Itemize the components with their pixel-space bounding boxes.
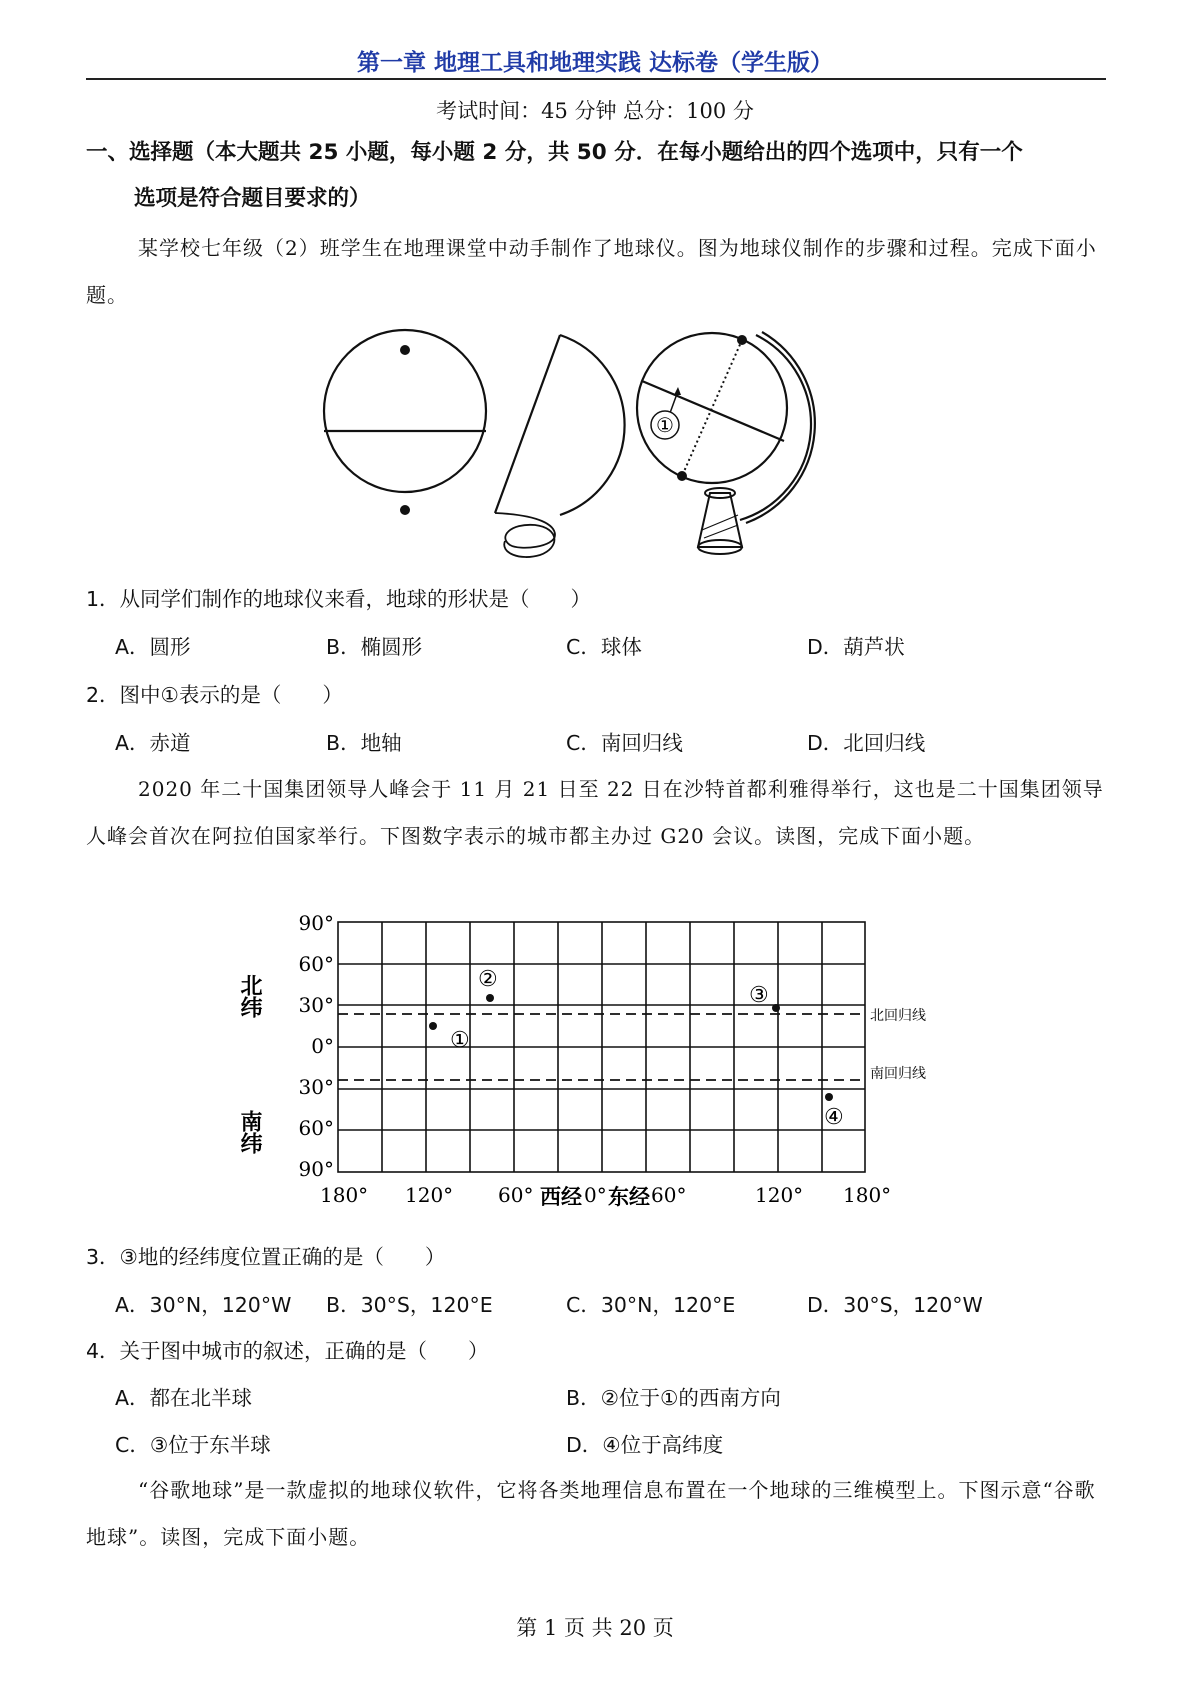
lat-label: 90° (298, 911, 334, 935)
exam-info: 考试时间：45 分钟 总分：100 分 (436, 99, 754, 123)
globe-sphere-step (324, 330, 486, 515)
lon-label: 0° (584, 1183, 607, 1207)
earth-axis (682, 340, 742, 476)
q3-option-a[interactable]: A．30°N，120°W (115, 1293, 292, 1317)
q2-option-b[interactable]: B．地轴 (326, 731, 402, 755)
lon-label: 180° (843, 1183, 892, 1207)
lon-label: 180° (320, 1183, 369, 1207)
south-lat-label: 南纬 (237, 1110, 263, 1154)
lat-label: 60° (298, 952, 334, 976)
lon-label: 60° (498, 1183, 534, 1207)
lat-lon-grid-map (237, 911, 940, 1227)
city-dot-1 (429, 1022, 437, 1030)
q1-option-c[interactable]: C．球体 (566, 635, 642, 659)
lon-label: 60° (651, 1183, 687, 1207)
lon-label-west: 西经 (540, 1184, 582, 1209)
section-heading-line2: 选项是符合题目要求的） (134, 186, 371, 211)
city-markers (429, 967, 844, 1130)
lon-label: 120° (405, 1183, 454, 1207)
q2-option-c[interactable]: C．南回归线 (566, 731, 683, 755)
q4-option-a[interactable]: A．都在北半球 (115, 1386, 253, 1410)
marker-1: ① (656, 413, 674, 437)
lat-label: 30° (298, 993, 334, 1017)
passage-globe: 某学校七年级（2）班学生在地理课堂中动手制作了地球仪。图为地球仪制作的步骤和过程。完成下面小题。 (86, 236, 1097, 307)
section-heading-line1: 一、选择题（本大题共 25 小题，每小题 2 分，共 50 分．在每小题给出的四个选项中，只有一个 (86, 140, 1023, 165)
q3-option-c[interactable]: C．30°N，120°E (566, 1293, 736, 1317)
q1-option-a[interactable]: A．圆形 (115, 635, 191, 659)
question-4: 4．关于图中城市的叙述，正确的是（ ） (86, 1339, 489, 1363)
q3-option-b[interactable]: B．30°S，120°E (326, 1293, 493, 1317)
lon-label-east: 东经 (608, 1184, 650, 1209)
tropic-north-label: 北回归线 (870, 1008, 926, 1024)
stand-spring (495, 513, 555, 557)
q1-option-b[interactable]: B．椭圆形 (326, 635, 423, 659)
city-dot-4 (825, 1093, 833, 1101)
city-label-1: ① (450, 1028, 470, 1053)
q4-option-c[interactable]: C．③位于东半球 (115, 1433, 271, 1457)
map-grid (338, 922, 865, 1172)
question-2: 2．图中①表示的是（ ） (86, 683, 343, 707)
page-footer: 第 1 页 共 20 页 (516, 1616, 674, 1640)
lat-label: 90° (298, 1157, 334, 1181)
city-label-2: ② (478, 967, 498, 992)
question-1: 1．从同学们制作的地球仪来看，地球的形状是（ ） (86, 587, 592, 611)
north-pole-dot (400, 345, 410, 355)
q3-option-d[interactable]: D．30°S，120°W (807, 1293, 983, 1317)
lon-axis-labels (320, 1183, 891, 1209)
south-pole-dot (400, 505, 410, 515)
question-3: 3．③地的经纬度位置正确的是（ ） (86, 1245, 446, 1269)
city-label-3: ③ (749, 983, 769, 1008)
passage-google-earth: “谷歌地球”是一款虚拟的地球仪软件，它将各类地理信息布置在一个地球的三维模型上。下图示意“谷歌地球”。读图，完成下面小题。 (86, 1478, 1096, 1549)
city-dot-3 (772, 1004, 780, 1012)
globe-stand-step (495, 335, 625, 557)
lon-label: 120° (755, 1183, 804, 1207)
city-label-4: ④ (824, 1105, 844, 1130)
lat-label: 0° (311, 1034, 334, 1058)
lat-label: 30° (298, 1075, 334, 1099)
lat-axis-labels (299, 911, 334, 1181)
tropic-south-label: 南回归线 (870, 1066, 926, 1082)
q4-option-b[interactable]: B．②位于①的西南方向 (566, 1386, 781, 1410)
q2-option-d[interactable]: D．北回归线 (807, 731, 926, 755)
passage-g20: 2020 年二十国集团领导人峰会于 11 月 21 日至 22 日在沙特首都利雅得举行，这也是二十国集团领导人峰会首次在阿拉伯国家举行。下图数字表示的城市都主办过 G20 会议。读图，完成下面小题。 (86, 777, 1104, 848)
page-title: 第一章 地理工具和地理实践 达标卷（学生版） (356, 50, 833, 76)
q4-option-d[interactable]: D．④位于高纬度 (566, 1433, 724, 1457)
city-dot-2 (486, 994, 494, 1002)
north-lat-label: 北纬 (237, 974, 263, 1018)
section-heading (86, 130, 1116, 222)
q2-option-a[interactable]: A．赤道 (115, 731, 191, 755)
globe-finished-step (637, 332, 815, 554)
q1-option-d[interactable]: D．葫芦状 (807, 635, 905, 659)
lat-label: 60° (298, 1116, 334, 1140)
globe-making-figure (310, 325, 870, 570)
header-rule (86, 78, 1106, 80)
